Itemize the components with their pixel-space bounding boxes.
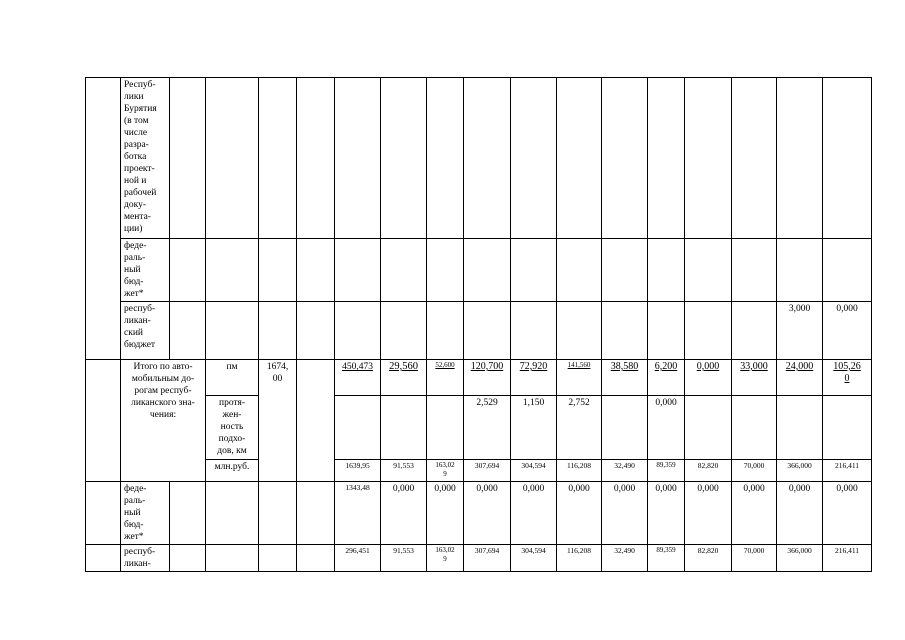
- cell-value: 0,000: [464, 482, 511, 545]
- cell-value: [732, 396, 777, 460]
- cell-value: 1639,95: [335, 460, 381, 482]
- unit-cell: протя- жен- ность подхо- дов, км: [206, 396, 259, 460]
- cell-value: 296,451: [335, 545, 381, 572]
- cell-value: 72,920: [511, 360, 557, 396]
- cell-value: 2,752: [557, 396, 602, 460]
- qty-cell: 1674, 00: [259, 360, 297, 482]
- unit-cell: пм: [206, 360, 259, 396]
- table-row: [86, 360, 872, 396]
- cell-value: 0,000: [685, 360, 732, 396]
- cell-value: 116,208: [557, 460, 602, 482]
- cell-value: 38,580: [602, 360, 648, 396]
- cell-value: 82,820: [685, 460, 732, 482]
- cell-value: 0,000: [732, 482, 777, 545]
- cell-value: 304,594: [511, 460, 557, 482]
- cell-value: 32,490: [602, 460, 648, 482]
- cell-value: 116,208: [557, 545, 602, 572]
- cell-value: 1,150: [511, 396, 557, 460]
- cell-value: 24,000: [777, 360, 823, 396]
- unit-cell: млн.руб.: [206, 460, 259, 482]
- table-row: [86, 482, 872, 545]
- cell-value: 0,000: [427, 482, 464, 545]
- cell-value: 450,473: [335, 360, 381, 396]
- cell-value: 6,200: [648, 360, 685, 396]
- cell-value: 0,000: [511, 482, 557, 545]
- table-row: [86, 302, 872, 360]
- cell-value: [777, 396, 823, 460]
- cell-value: 0,000: [777, 482, 823, 545]
- cell-value: 366,000: [777, 545, 823, 572]
- cell-value: 33,000: [732, 360, 777, 396]
- row-label-republican: респуб- ликан-: [121, 545, 170, 572]
- cell-value: 89,359: [648, 460, 685, 482]
- cell-value: [602, 396, 648, 460]
- cell-value: 0,000: [557, 482, 602, 545]
- cell-value: 2,529: [464, 396, 511, 460]
- cell-value: [823, 396, 872, 460]
- cell-value: 141,560: [557, 360, 602, 396]
- table-row: [86, 78, 872, 239]
- cell-value: 91,553: [381, 460, 427, 482]
- total-label: Итого по авто- мобильным до- рогам респуб- ликанского зна- чения:: [121, 360, 206, 482]
- cell-value: 29,560: [381, 360, 427, 396]
- cell-value: 0,000: [685, 482, 732, 545]
- cell-value: 32,490: [602, 545, 648, 572]
- cell-value: 216,411: [823, 460, 872, 482]
- row-label-federal: феде- раль- ный бюд- жет*: [121, 482, 170, 545]
- cell-value: 0,000: [648, 482, 685, 545]
- cell-value: 91,553: [381, 545, 427, 572]
- row-label-buryatia: Респуб- лики Бурятия (в том числе разра- ботка проект- ной и рабочей доку- мента- ции): [121, 78, 170, 239]
- cell-value: 0,000: [648, 396, 685, 460]
- cell-value: 70,000: [732, 460, 777, 482]
- table-row: [86, 545, 872, 572]
- cell-value: 82,820: [685, 545, 732, 572]
- cell-value: 1343,48: [335, 482, 381, 545]
- row-label-federal: феде- раль- ный бюд- жет*: [121, 239, 170, 302]
- cell-value: 163,02 9: [427, 460, 464, 482]
- cell-value: 163,02 9: [427, 545, 464, 572]
- cell-value: 3,000: [777, 302, 823, 360]
- cell-value: 0,000: [823, 302, 872, 360]
- cell-value: [685, 396, 732, 460]
- budget-table: [85, 77, 872, 572]
- cell-value: 52,600: [427, 360, 464, 396]
- cell-value: 307,694: [464, 460, 511, 482]
- cell-value: 0,000: [381, 482, 427, 545]
- cell-value: 120,700: [464, 360, 511, 396]
- row-label-republican: респуб- ликан- ский бюджет: [121, 302, 170, 360]
- cell-value: 216,411: [823, 545, 872, 572]
- cell-value: 105,26 0: [823, 360, 872, 396]
- cell-value: [381, 396, 427, 460]
- cell-value: 0,000: [823, 482, 872, 545]
- cell-value: 307,694: [464, 545, 511, 572]
- cell-value: 0,000: [602, 482, 648, 545]
- cell-value: 89,359: [648, 545, 685, 572]
- cell-value: 366,000: [777, 460, 823, 482]
- cell-value: [335, 396, 381, 460]
- cell-value: [427, 396, 464, 460]
- cell-value: 304,594: [511, 545, 557, 572]
- table-row: [86, 239, 872, 302]
- cell-value: 70,000: [732, 545, 777, 572]
